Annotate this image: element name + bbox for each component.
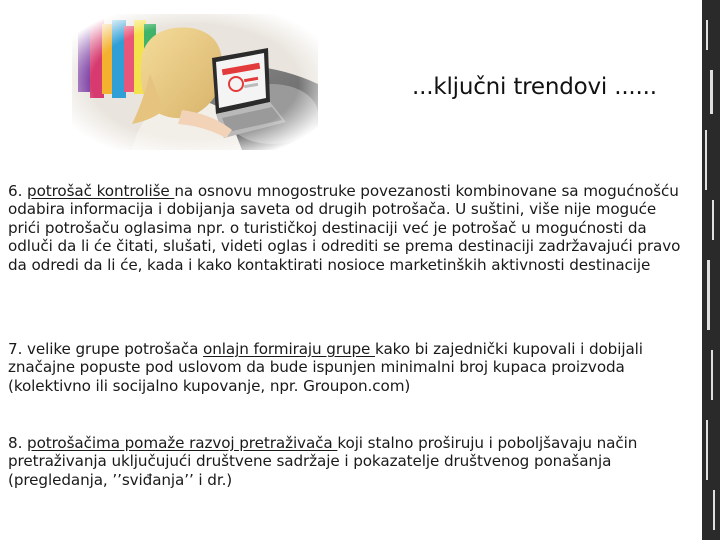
paragraph-prefix: 6. (8, 182, 28, 200)
slide-title: ...ključni trendovi ...... (412, 74, 657, 100)
paragraph-text: koji stalno proširuju i poboljšavaju način pretraživanja uključujući društvene sadržaje i pokazatelje društvenog ponašanja (pregledanja, ’’sviđanja’’ i dr.) (8, 434, 638, 489)
paragraph-prefix: 8. (8, 434, 28, 452)
paragraph-6 (8, 182, 684, 274)
paragraph-8 (8, 434, 684, 489)
paragraph-prefix: 7. velike grupe potrošača (8, 340, 204, 358)
decorative-edge (694, 0, 720, 540)
woman-shopping-online-photo (72, 14, 318, 150)
paragraph-highlight: potrošačima pomaže razvoj pretraživača (27, 434, 338, 452)
paragraph-7 (8, 340, 684, 395)
paragraph-highlight: onlajn formiraju grupe (203, 340, 376, 358)
paragraph-text: na osnovu mnogostruke povezanosti kombinovane sa mogućnošću odabira informacija i dobijanja saveta od drugih potrošača. U suštini, više nije moguće prići potrošaču oglasima npr. o turističkoj destinaciji već je potrošač u mogućnosti da odluči da li će čitati, slušati, videti oglas i odrediti se prema destinaciji zadržavajući pravo da odredi da li će, kada i kako kontaktirati nosioce marketinških aktivnosti destinacije (8, 182, 681, 274)
paragraph-highlight: potrošač kontroliše (27, 182, 175, 200)
paragraph-text: kako bi zajednički kupovali i dobijali značajne popuste pod uslovom da bude ispunjen minimalni broj kupaca proizvoda (kolektivno ili socijalno kupovanje, npr. Groupon.com) (8, 340, 643, 395)
